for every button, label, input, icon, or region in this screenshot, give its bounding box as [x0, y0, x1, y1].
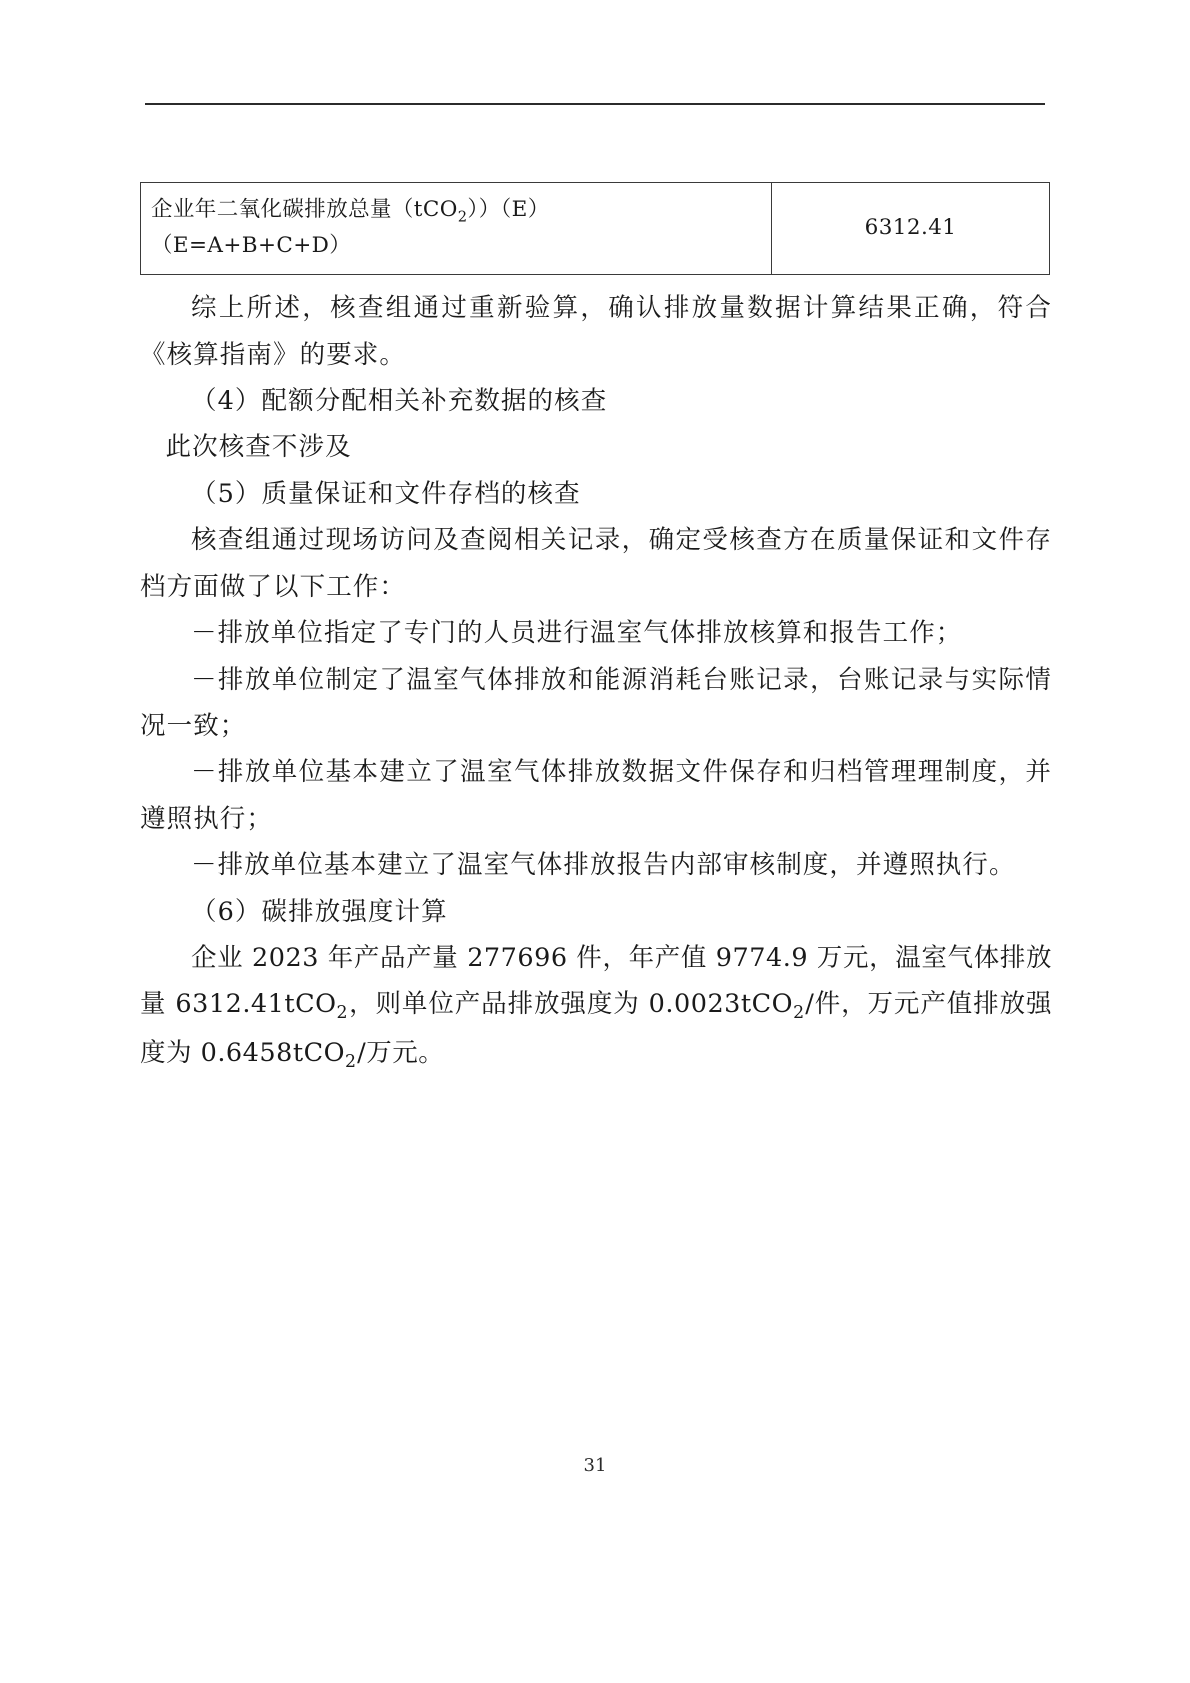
- page-number: 31: [583, 1455, 607, 1476]
- page-content: [140, 182, 1052, 1079]
- paragraph-bullet-4: －排放单位基本建立了温室气体排放报告内部审核制度，并遵照执行。: [191, 850, 1016, 881]
- label-line1-pre: 企业年二氧化碳排放总量（tCO: [151, 197, 458, 222]
- paragraph-section-5-body: 核查组通过现场访问及查阅相关记录，确定受核查方在质量保证和文件存档方面做了以下工作：: [140, 525, 1052, 602]
- paragraph-summary: 综上所述，核查组通过重新验算，确认排放量数据计算结果正确，符合《核算指南》的要求。: [140, 293, 1052, 370]
- emission-total-table: [140, 182, 1050, 275]
- intensity-subscript-2: 2: [793, 1003, 806, 1024]
- paragraph-bullet-3: －排放单位基本建立了温室气体排放数据文件保存和归档管理理制度，并遵照执行；: [140, 757, 1052, 834]
- paragraph-section-4-title: （4）配额分配相关补充数据的核查: [191, 386, 608, 417]
- label-line1-subscript: 2: [457, 208, 468, 226]
- paragraph-intensity-calculation: [140, 935, 1052, 1079]
- paragraph-bullet-1: －排放单位指定了专门的人员进行温室气体排放核算和报告工作；: [191, 618, 963, 649]
- paragraph-section-5-title: （5）质量保证和文件存档的核查: [191, 478, 581, 509]
- intensity-segment-2: ，则单位产品排放强度为 0.0023tCO: [348, 989, 794, 1020]
- paragraph-bullet-2: －排放单位制定了温室气体排放和能源消耗台账记录，台账记录与实际情况一致；: [140, 664, 1052, 741]
- table-cell-label: [141, 183, 772, 275]
- paragraph-section-6-title: （6）碳排放强度计算: [191, 896, 448, 927]
- paragraph-section-4-body: 此次核查不涉及: [165, 432, 352, 463]
- intensity-segment-1: 企业 2023 年产品产量 277696 件，年产值 9774.9 万元，温室气体排放量 6312.41tCO: [140, 942, 1052, 1020]
- intensity-subscript-3: 2: [345, 1052, 358, 1073]
- intensity-subscript-1: 2: [336, 1003, 349, 1024]
- intensity-segment-4: /万元。: [357, 1038, 445, 1069]
- table-row: [141, 183, 1050, 275]
- label-line2-formula: （E=A+B+C+D）: [151, 232, 352, 258]
- label-line1-post: ））（E）: [467, 197, 550, 222]
- header-divider: [145, 103, 1045, 105]
- table-cell-value: 6312.41: [772, 183, 1050, 275]
- intensity-segment-3: /件，万元产值排放强度为 0.6458tCO: [140, 989, 1053, 1069]
